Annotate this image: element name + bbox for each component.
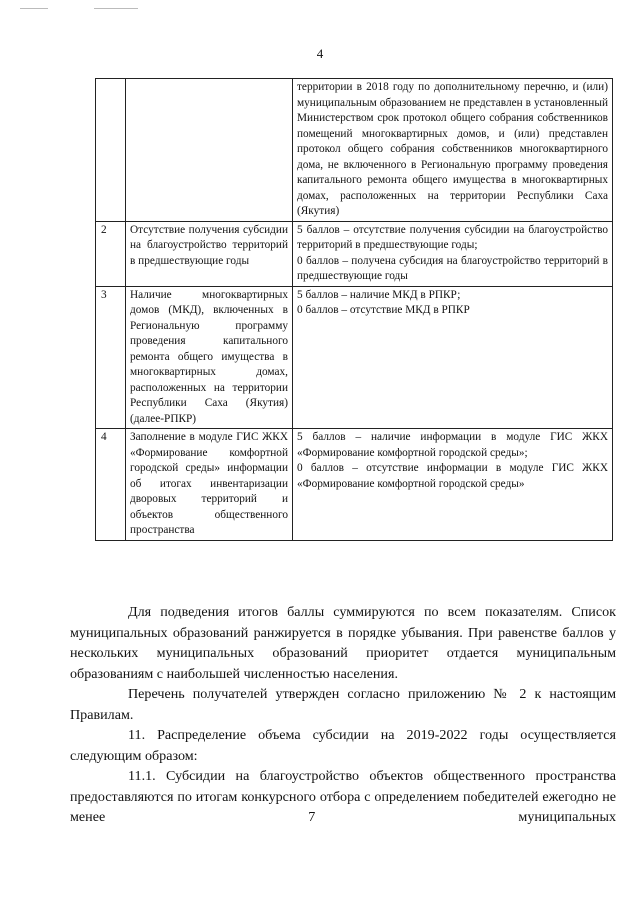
paragraph-recipients: Перечень получателей утвержден согласно приложению № 2 к настоящим Правилам. <box>70 686 616 723</box>
table-row <box>96 221 613 286</box>
points-cell: 5 баллов – отсутствие получения субсидии на благоустройство территорий в предшествующие годы; 0 баллов – получена субсидия на благоустройство территорий в предшествующие годы <box>293 221 613 286</box>
paragraph-summary: Для подведения итогов баллы суммируются по всем показателям. Список муниципальных образований ранжируется в порядке убывания. При равенстве баллов у нескольких муниципальных образований приоритет отдается муниципальным образованиям с наибольшей численностью населения. <box>70 604 616 682</box>
scan-artifact <box>20 8 48 9</box>
points-cell: 5 баллов – наличие МКД в РПКР; 0 баллов – отсутствие МКД в РПКР <box>293 286 613 429</box>
table-row <box>96 79 613 222</box>
paragraph-clause-11-1: 11.1. Субсидии на благоустройство объектов общественного пространства предоставляются по итогам конкурсного отбора с определением победителей ежегодно не менее 7 муниципальных <box>70 768 616 825</box>
criteria-table <box>95 78 613 541</box>
indicator-cell: Заполнение в модуле ГИС ЖКХ «Формирование комфортной городской среды» информации об итогах инвентаризации дворовых территорий и объектов общественного пространства <box>126 429 293 541</box>
row-number <box>96 79 126 222</box>
row-number: 4 <box>96 429 126 541</box>
points-cell: 5 баллов – наличие информации в модуле ГИС ЖКХ «Формирование комфортной городской среды»; 0 баллов – отсутствие информации в модуле ГИС ЖКХ «Формирование комфортной городской среды» <box>293 429 613 541</box>
body-text <box>70 602 616 828</box>
table-row <box>96 429 613 541</box>
indicator-cell <box>126 79 293 222</box>
scan-artifact <box>94 8 138 9</box>
points-cell: территории в 2018 году по дополнительному перечню, и (или) муниципальным образованием не представлен в установленный Министерством срок протокол общего собрания собственников помещений многоквартирных домов, и (или) представлен протокол общего собрания собственников многоквартирного дома, не включенного в Региональную программу проведения капитального ремонта общего имущества в многоквартирных домах, расположенных на территории Республики Саха (Якутия) <box>293 79 613 222</box>
row-number: 3 <box>96 286 126 429</box>
indicator-cell: Отсутствие получения субсидии на благоустройство территорий в предшествующие годы <box>126 221 293 286</box>
indicator-cell: Наличие многоквартирных домов (МКД), включенных в Региональную программу проведения капитального ремонта общего имущества в многоквартирных домах, расположенных на территории Республики Саха (Якутия) (далее-РПКР) <box>126 286 293 429</box>
row-number: 2 <box>96 221 126 286</box>
paragraph-clause-11: 11. Распределение объема субсидии на 2019-2022 годы осуществляется следующим образом: <box>70 727 616 764</box>
page-number: 4 <box>316 46 324 61</box>
table-row <box>96 286 613 429</box>
